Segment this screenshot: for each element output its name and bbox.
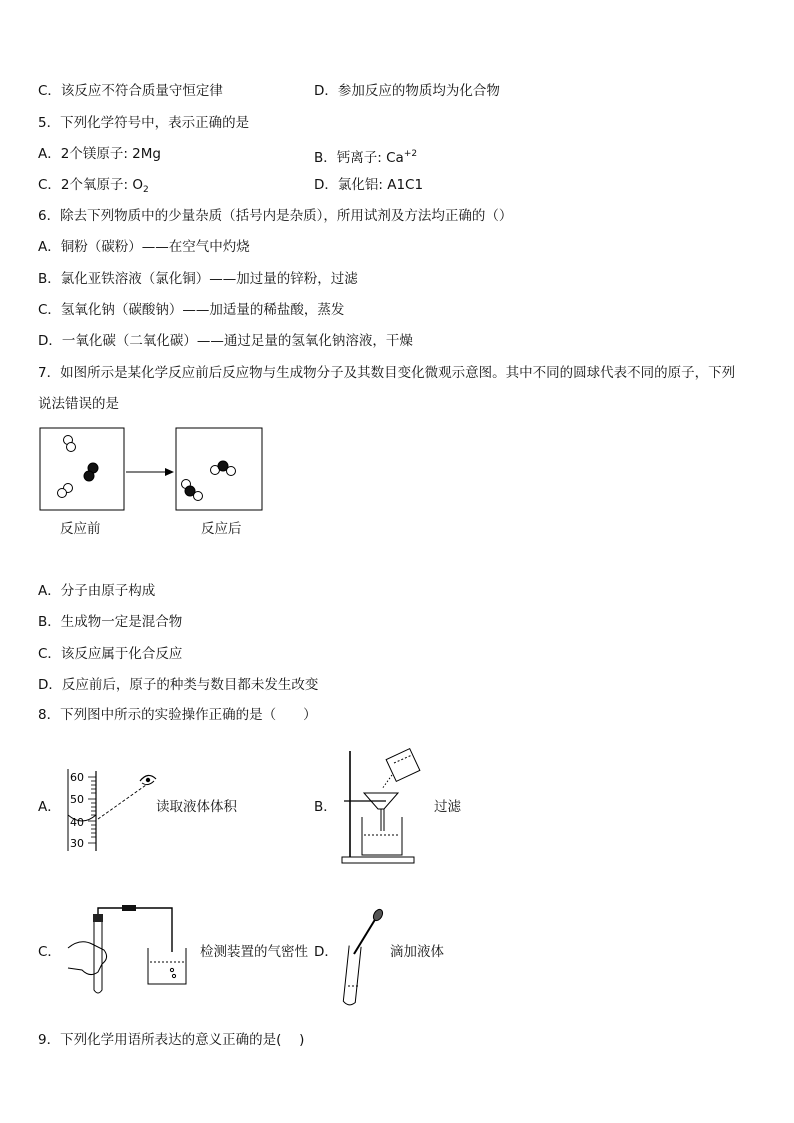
q5-option-b-charge: +2	[403, 149, 418, 159]
beaker	[362, 817, 402, 855]
tick-label-60: 60	[70, 771, 84, 784]
q8-option-c-letter: C．	[38, 944, 61, 960]
dropper-bulb	[372, 908, 385, 922]
test-tube	[94, 920, 102, 993]
q6-option-d: D．一氧化碳（二氧化碳）——通过足量的氢氧化钠溶液，干燥	[38, 333, 413, 349]
q5-option-c-subscript: 2	[142, 185, 149, 195]
tick-label-30: 30	[70, 837, 84, 850]
after-label: 反应后	[201, 521, 242, 537]
q6-stem: 6．除去下列物质中的少量杂质（括号内是杂质），所用试剂及方法均正确的（）	[38, 208, 513, 224]
q8-option-a-caption: 读取液体体积	[156, 799, 237, 815]
white-atom	[58, 489, 67, 498]
q8-option-d-caption: 滴加液体	[390, 944, 444, 960]
graduated-cylinder-figure	[60, 765, 170, 855]
black-atom	[84, 471, 94, 481]
water-beaker	[148, 948, 186, 984]
airtightness-figure	[62, 898, 200, 998]
bubble	[170, 968, 173, 971]
q8-option-b-caption: 过滤	[434, 799, 461, 815]
q8-stem: 8．下列图中所示的实验操作正确的是（ ）	[38, 707, 317, 723]
q7-option-a: A．分子由原子构成	[38, 583, 156, 599]
q8-option-a-letter: A．	[38, 799, 61, 815]
before-label: 反应前	[60, 521, 101, 537]
q5-option-c	[38, 176, 149, 199]
q5-option-d: D．氯化铝: A1C1	[314, 177, 424, 193]
white-atom	[67, 443, 76, 452]
q7-stem-line1: 7．如图所示是某化学反应前后反应物与生成物分子及其数目变化微观示意图。其中不同的圆球代表不同的原子，下列	[38, 365, 736, 381]
q5-option-c-text: C．2个氧原子: O	[38, 177, 143, 193]
q5-option-a: A．2个镁原子: 2Mg	[38, 146, 161, 162]
q8-option-b-letter: B．	[314, 799, 337, 815]
tick-label-50: 50	[70, 793, 84, 806]
q9-stem: 9．下列化学用语所表达的意义正确的是( )	[38, 1032, 305, 1048]
rubber-connector	[122, 905, 136, 911]
reaction-arrow-head	[165, 468, 174, 476]
stopper	[93, 914, 103, 922]
q6-option-c: C．氢氧化钠（碳酸钠）——加适量的稀盐酸，蒸发	[38, 302, 345, 318]
q4-option-c: C．该反应不符合质量守恒定律	[38, 83, 223, 99]
q6-option-a: A．铜粉（碳粉）——在空气中灼烧	[38, 239, 250, 255]
stand-base	[342, 857, 414, 863]
q4-option-d: D．参加反应的物质均为化合物	[314, 83, 500, 99]
hand	[68, 942, 107, 975]
pouring-beaker	[386, 749, 420, 782]
delivery-tube	[98, 908, 172, 952]
tick-label-40: 40	[70, 816, 84, 829]
dropper-figure	[338, 906, 388, 1010]
test-tube	[343, 946, 361, 1006]
bubble	[172, 974, 175, 977]
q8-option-d-letter: D．	[314, 944, 338, 960]
q6-option-b: B．氯化亚铁溶液（氯化铜）——加过量的锌粉，过滤	[38, 271, 358, 287]
q8-option-c-caption: 检测装置的气密性	[200, 944, 308, 960]
reaction-diagram	[38, 426, 268, 516]
q7-option-b: B．生成物一定是混合物	[38, 614, 183, 630]
cylinder-scale-ticks	[88, 777, 96, 843]
sight-line	[98, 785, 146, 819]
white-atom	[227, 467, 236, 476]
dropper-tube	[354, 918, 376, 954]
q5-option-b-text: B．钙离子: Ca	[314, 150, 404, 166]
before-box	[40, 428, 124, 510]
eye-pupil	[146, 778, 150, 782]
q5-stem: 5．下列化学符号中，表示正确的是	[38, 115, 250, 131]
q7-stem-line2: 说法错误的是	[38, 396, 119, 412]
q5-option-b	[314, 145, 417, 167]
liquid-stream	[382, 775, 392, 789]
filtration-figure	[336, 745, 426, 867]
q7-option-d: D．反应前后，原子的种类与数目都未发生改变	[38, 677, 319, 693]
q7-option-c: C．该反应属于化合反应	[38, 646, 183, 662]
white-atom	[194, 492, 203, 501]
